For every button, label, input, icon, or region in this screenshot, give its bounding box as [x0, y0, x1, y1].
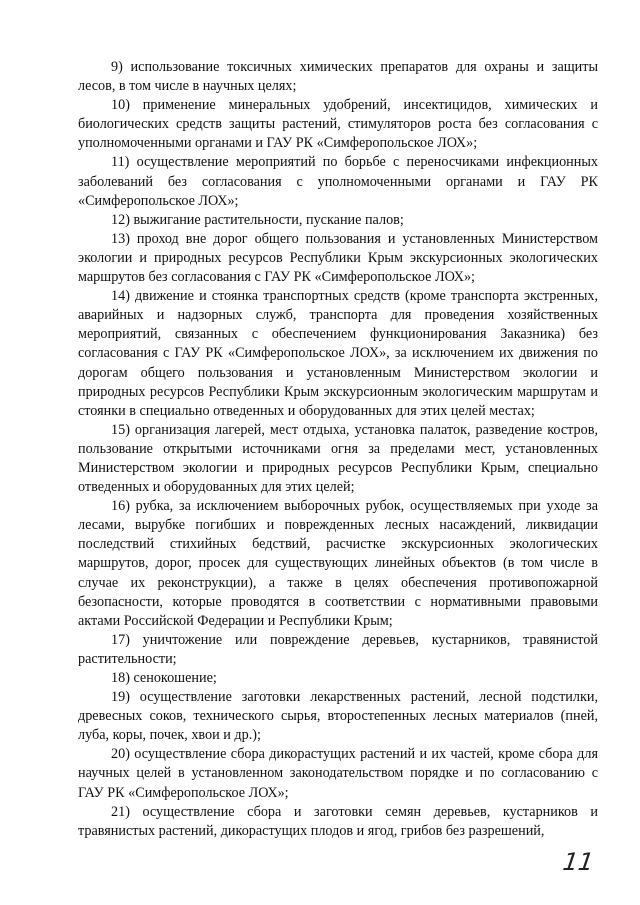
paragraph-item-10: 10) применение минеральных удобрений, инсектицидов, химических и биологических средств защиты растений, стимуляторов роста без согласования с уполномоченными органами и ГАУ РК «Симферопольское ЛОХ»;	[78, 97, 598, 152]
document-body	[78, 58, 598, 841]
paragraph-item-9: 9) использование токсичных химических препаратов для охраны и защиты лесов, в том числе в научных целях;	[78, 59, 598, 95]
paragraph-item-16: 16) рубка, за исключением выборочных рубок, осуществляемых при уходе за лесами, вырубке погибших и поврежденных лесных насаждений, ликвидации последствий стихийных бедствий, расчистке экскурсионных экологических маршрутов, дорог, просек для существующих линейных объектов (в том числе в случае их реконструкции), а также в целях обеспечения противопожарной безопасности, которые проводятся в соответствии с нормативными правовыми актами Российской Федерации и Республики Крым;	[78, 498, 598, 629]
paragraph-item-14: 14) движение и стоянка транспортных средств (кроме транспорта экстренных, аварийных и надзорных служб, транспорта для проведения хозяйственных мероприятий, связанных с обеспечением функционирования Заказника) без согласования с ГАУ РК «Симферопольское ЛОХ», за исключением их движения по дорогам общего пользования и установленным Министерством экологии и природных ресурсов Республики Крым экскурсионным экологическим маршрутам и стоянки в специально отведенных и оборудованных для этих целей местах;	[78, 288, 598, 419]
paragraph-item-12: 12) выжигание растительности, пускание палов;	[111, 211, 404, 228]
paragraph-item-11: 11) осуществление мероприятий по борьбе с переносчиками инфекционных заболеваний без согласования с уполномоченными органами и ГАУ РК «Симферопольское ЛОХ»;	[78, 154, 598, 209]
paragraph-item-13: 13) проход вне дорог общего пользования и установленных Министерством экологии и природных ресурсов Республики Крым экскурсионных экологических маршрутов без согласования с ГАУ РК «Симферопольское ЛОХ»;	[78, 230, 598, 286]
paragraph-item-18: 18) сенокошение;	[111, 670, 217, 686]
paragraph-item-15: 15) организация лагерей, мест отдыха, установка палаток, разведение костров, пользование открытыми источниками огня за пределами мест, установленных Министерством экологии и природных ресурсов Республики Крым, специально отведенных и оборудованных для этих целей;	[78, 421, 598, 496]
handwritten-page-number: 11	[561, 848, 596, 876]
paragraph-item-19: 19) осуществление заготовки лекарственных растений, лесной подстилки, древесных соков, технического сырья, второстепенных лесных материалов (пней, луба, коры, почек, хвои и др.);	[78, 689, 598, 744]
paragraph-item-21: 21) осуществление сбора и заготовки семян деревьев, кустарников и травянистых растений, дикорастущих плодов и ягод, грибов без разрешений,	[78, 803, 598, 839]
paragraph-item-17: 17) уничтожение или повреждение деревьев, кустарников, травянистой растительности;	[78, 631, 598, 667]
paragraph-item-20: 20) осуществление сбора дикорастущих растений и их частей, кроме сбора для научных целей в установленном законодательством порядке и по согласованию с ГАУ РК «Симферопольское ЛОХ»;	[78, 746, 598, 801]
